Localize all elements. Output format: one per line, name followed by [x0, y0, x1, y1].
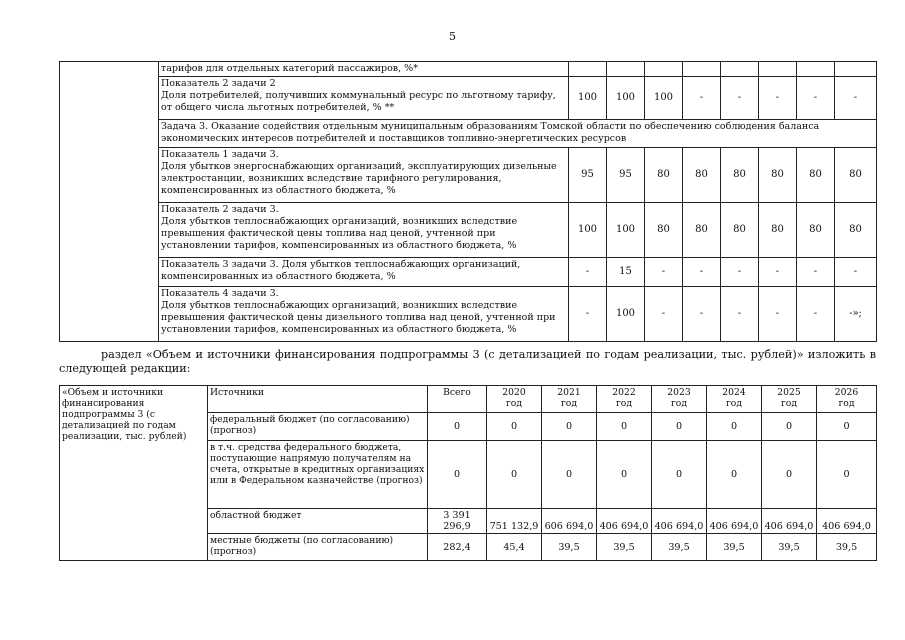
value-cell: 100	[645, 77, 683, 120]
table-row	[60, 148, 877, 203]
value-cell: 15	[607, 258, 645, 287]
value-cell	[835, 62, 877, 77]
indicator-text: Показатель 4 задачи 3. Доля убытков теплоснабжающих организаций, возникших вследствие превышения фактической цены дизельного топлива над ценой, учтенной при установлении тарифов, компенсированных из областного бюджета, %	[161, 288, 556, 335]
finance-table	[59, 385, 877, 561]
finance-header-row	[60, 386, 877, 413]
indicator-desc: тарифов для отдельных категорий пассажиров, %*	[159, 62, 569, 77]
source-name: в т.ч. средства федерального бюджета, поступающие напрямую получателям на счета, открытые в кредитных организациях или в Федеральном казначействе (прогноз)	[208, 441, 428, 509]
value-cell: 100	[607, 287, 645, 342]
value-cell: -	[645, 287, 683, 342]
indicator-text: Показатель 2 задачи 3. Доля убытков теплоснабжающих организаций, возникших вследствие превышения фактической цены топлива над ценой, учтенной при установлении тарифов, компенсированных из областного бюджета, %	[161, 204, 518, 251]
value-cell: 0	[428, 413, 487, 441]
value-cell: 0	[817, 441, 877, 509]
value-cell: -	[683, 77, 721, 120]
value-cell: -»;	[835, 287, 877, 342]
value-cell: 45,4	[487, 534, 542, 561]
value-cell: 0	[762, 413, 817, 441]
indicator-desc	[159, 77, 569, 120]
empty-first-column	[60, 62, 159, 342]
indicator-desc: Показатель 3 задачи 3. Доля убытков теплоснабжающих организаций, компенсированных из областного бюджета, %	[159, 258, 569, 287]
value-cell: 80	[683, 203, 721, 258]
value-cell: -	[645, 258, 683, 287]
table-row	[60, 120, 877, 148]
header-total: Всего	[428, 386, 487, 413]
value-cell: 39,5	[817, 534, 877, 561]
value-cell: 80	[835, 148, 877, 203]
value-cell: -	[797, 258, 835, 287]
value-cell: 0	[597, 413, 652, 441]
value-cell: 95	[569, 148, 607, 203]
value-cell	[683, 62, 721, 77]
value-cell: 80	[797, 203, 835, 258]
value-cell: 0	[707, 413, 762, 441]
value-cell: -	[721, 77, 759, 120]
value-cell: 751 132,9	[487, 509, 542, 534]
header-year	[707, 386, 762, 413]
value-cell: 406 694,0	[652, 509, 707, 534]
value-cell: -	[721, 258, 759, 287]
indicator-text: Показатель 1 задачи 3. Доля убытков энергоснабжающих организаций, эксплуатирующих дизельные электростанции, возникших вследствие тарифного регулирования, компенсированных из областного бюджета, %	[161, 149, 557, 196]
table-row	[60, 203, 877, 258]
value-cell: 80	[683, 148, 721, 203]
task-3-heading: Задача 3. Оказание содействия отдельным муниципальным образованиям Томской области по обеспечению соблюдения баланса экономических интересов потребителей и поставщиков топливно-энергетических ресурсов	[159, 120, 877, 148]
value-cell: 39,5	[652, 534, 707, 561]
value-cell: 282,4	[428, 534, 487, 561]
header-year	[652, 386, 707, 413]
value-cell: 80	[721, 148, 759, 203]
value-cell: 80	[645, 203, 683, 258]
source-name: местные бюджеты (по согласованию) (прогноз)	[208, 534, 428, 561]
value-cell: 100	[607, 77, 645, 120]
value-cell: 0	[652, 413, 707, 441]
value-cell: 0	[542, 413, 597, 441]
value-cell	[759, 62, 797, 77]
table-row	[60, 62, 877, 77]
value-cell: 100	[569, 203, 607, 258]
value-cell: 406 694,0	[707, 509, 762, 534]
value-cell	[645, 62, 683, 77]
value-cell: -	[835, 77, 877, 120]
value-cell: -	[569, 258, 607, 287]
value-cell: -	[759, 258, 797, 287]
value-cell: 0	[762, 441, 817, 509]
value-cell: 80	[759, 148, 797, 203]
value-cell: 39,5	[542, 534, 597, 561]
indicator-desc	[159, 203, 569, 258]
year-label: 2025 год	[777, 387, 801, 409]
value-cell: 0	[487, 413, 542, 441]
finance-section-label: «Объем и источники финансирования подпрограммы 3 (с детализацией по годам реализации, тыс. рублей)	[60, 386, 208, 561]
page-number: 5	[449, 30, 456, 43]
header-source: Источники	[208, 386, 428, 413]
year-label: 2026 год	[834, 387, 859, 409]
source-name: федеральный бюджет (по согласованию) (прогноз)	[208, 413, 428, 441]
value-cell: -	[759, 77, 797, 120]
header-year	[597, 386, 652, 413]
value-cell: 39,5	[762, 534, 817, 561]
value-cell	[721, 62, 759, 77]
value-cell: 3 391 296,9	[428, 509, 487, 534]
value-cell: -	[759, 287, 797, 342]
indicator-text: Показатель 2 задачи 2 Доля потребителей, получивших коммунальный ресурс по льготному тарифу, от общего числа льготных потребителей, % **	[161, 78, 556, 113]
value-cell: 100	[569, 77, 607, 120]
value-cell	[797, 62, 835, 77]
table-row	[60, 258, 877, 287]
value-cell: 0	[817, 413, 877, 441]
value-cell: 80	[797, 148, 835, 203]
value-cell: 80	[835, 203, 877, 258]
indicator-desc	[159, 287, 569, 342]
value-cell: 0	[487, 441, 542, 509]
value-cell: -	[683, 287, 721, 342]
year-label: 2020 год	[502, 387, 526, 409]
value-cell: -	[569, 287, 607, 342]
table-row	[60, 287, 877, 342]
value-cell: -	[797, 287, 835, 342]
year-label: 2022 год	[612, 387, 636, 409]
value-cell: 0	[707, 441, 762, 509]
value-cell: 100	[607, 203, 645, 258]
year-label: 2023 год	[667, 387, 691, 409]
amendment-paragraph: раздел «Объем и источники финансирования подпрограммы 3 (с детализацией по годам реализации, тыс. рублей)» изложить в следующей редакции:	[59, 348, 876, 375]
value-cell: 0	[652, 441, 707, 509]
value-cell: 406 694,0	[597, 509, 652, 534]
source-name: областной бюджет	[208, 509, 428, 534]
value-cell: -	[797, 77, 835, 120]
value-cell: 80	[721, 203, 759, 258]
value-cell: -	[721, 287, 759, 342]
year-label: 2021 год	[557, 387, 581, 409]
value-cell: 39,5	[707, 534, 762, 561]
value-cell: -	[683, 258, 721, 287]
value-cell	[569, 62, 607, 77]
header-year	[487, 386, 542, 413]
value-cell: 0	[428, 441, 487, 509]
header-year	[817, 386, 877, 413]
value-cell	[607, 62, 645, 77]
indicator-desc	[159, 148, 569, 203]
indicators-table	[59, 61, 877, 342]
value-cell: 606 694,0	[542, 509, 597, 534]
value-cell: -	[835, 258, 877, 287]
year-label: 2024 год	[722, 387, 746, 409]
value-cell: 80	[645, 148, 683, 203]
header-year	[542, 386, 597, 413]
table-row	[60, 77, 877, 120]
value-cell: 39,5	[597, 534, 652, 561]
value-cell: 406 694,0	[817, 509, 877, 534]
value-cell: 95	[607, 148, 645, 203]
header-year	[762, 386, 817, 413]
value-cell: 0	[542, 441, 597, 509]
value-cell: 0	[597, 441, 652, 509]
value-cell: 80	[759, 203, 797, 258]
value-cell: 406 694,0	[762, 509, 817, 534]
